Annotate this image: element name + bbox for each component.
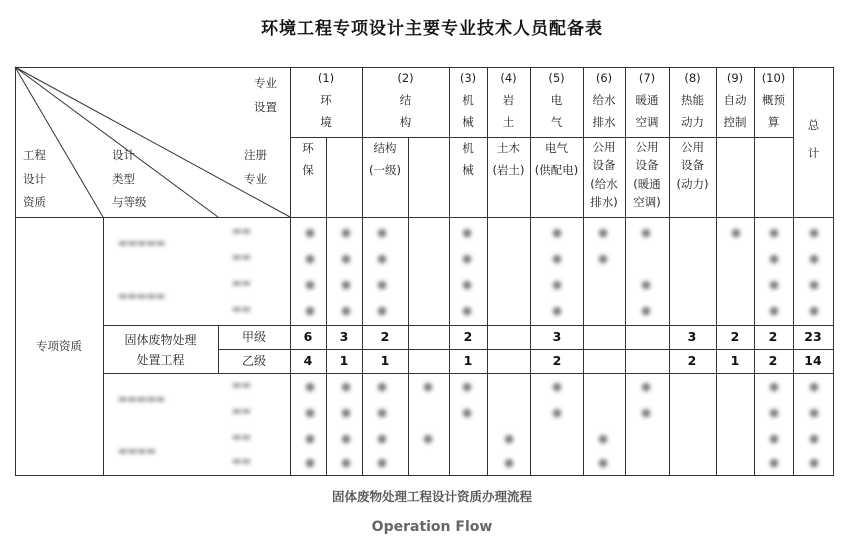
discipline-8: (8) 热能 动力 (681, 71, 704, 129)
value-cell: 3 (552, 329, 562, 344)
value-cell: 3 (687, 329, 697, 344)
header-zhuanye: 专业 设置 (254, 76, 277, 114)
registered-gongyong-dongli: 公用 设备 (动力) (676, 140, 709, 191)
value-cell: 2 (552, 353, 562, 368)
grade-yi: 乙级 (241, 354, 266, 368)
discipline-4: (4) 岩 土 (500, 71, 517, 129)
value-cell: 1 (463, 353, 473, 368)
header-zhuce: 注册 专业 (244, 148, 267, 186)
discipline-9: (9) 自动 控制 (723, 71, 747, 129)
value-cell: 1 (339, 353, 349, 368)
header-leixing: 设计 类型 与等级 (112, 148, 147, 210)
section-label: 专项资质 (36, 339, 82, 353)
discipline-10: (10) 概预 算 (761, 71, 786, 129)
header-zizhi: 工程 设计 资质 (23, 148, 46, 210)
total-cell: 14 (804, 353, 822, 368)
grade-jia: 甲级 (241, 330, 266, 344)
blurred-rows-bottom: ▬▬▬▬▬ ▬▬▬▬ ▬▬ ▬▬ ▬▬ ▬▬ ● ● ● ● ● ● ● ● ● ● ● ● ● ● ● ● ● ● ● ● ● ● ● ● ● ● ● ● ● ● ● ● (118, 380, 819, 469)
discipline-3: (3) 机 械 (459, 71, 477, 129)
registered-dianqi: 电气 (供配电) (534, 141, 579, 177)
registered-gongyong-nuantong: 公用 设备 (暖通 空调) (633, 140, 661, 210)
registered-gongyong-jishui: 公用 设备 (给水 排水) (590, 140, 618, 210)
discipline-6: (6) 给水 排水 (592, 71, 616, 129)
caption: 固体废物处理工程设计资质办理流程 (331, 489, 532, 504)
type-solid-waste: 固体废物处理 处置工程 (124, 333, 197, 368)
discipline-1: (1) 环 境 (317, 71, 335, 129)
registered-huanbao: 环 保 (302, 141, 314, 177)
value-cell: 1 (380, 353, 390, 368)
header-total: 总 计 (807, 118, 820, 160)
value-cell: 2 (380, 329, 390, 344)
page-title: 环境工程专项设计主要专业技术人员配备表 (261, 19, 603, 39)
value-cell: 2 (463, 329, 473, 344)
blurred-rows-top: ▬▬▬▬▬ ▬▬▬▬▬ ▬▬ ▬▬ ▬▬ ▬▬ ● ● ● ● ● ● ● ● ● ● ● ● ● ● ● ● ● ● ● ● ● ● ● ● ● ● ● ● ● ● ● ● ● ● (118, 226, 819, 317)
total-cell: 23 (804, 329, 822, 344)
registered-tumu: 土木 (岩土) (492, 141, 525, 177)
value-cell: 2 (768, 329, 778, 344)
registered-jixie: 机 械 (462, 141, 474, 177)
discipline-2: (2) 结 构 (397, 71, 414, 129)
value-cell: 3 (339, 329, 349, 344)
value-cell: 2 (730, 329, 740, 344)
value-cell: 2 (687, 353, 697, 368)
value-cell: 1 (730, 353, 740, 368)
discipline-5: (5) 电 气 (548, 71, 565, 129)
value-cell: 6 (303, 329, 313, 344)
caption-en: Operation Flow (371, 519, 493, 535)
discipline-7: (7) 暖通 空调 (635, 71, 659, 129)
value-cell: 4 (303, 353, 313, 368)
registered-jiegou: 结构 (一级) (369, 141, 401, 177)
value-cell: 2 (768, 353, 778, 368)
